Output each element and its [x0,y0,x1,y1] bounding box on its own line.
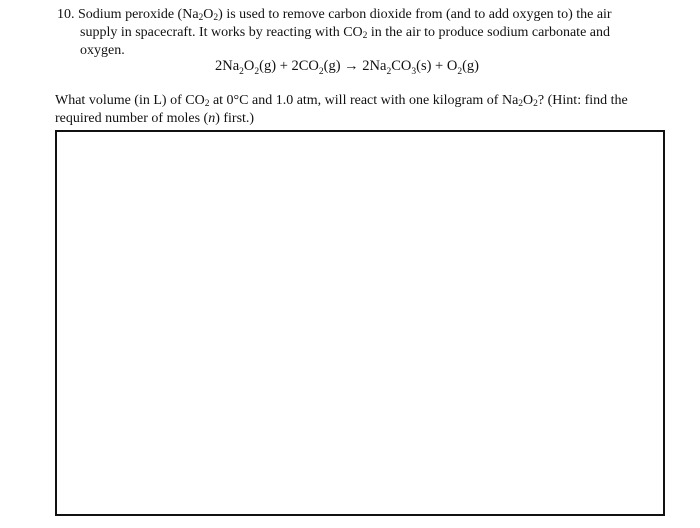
question-number: 10. [57,7,75,22]
prompt-text [55,92,665,128]
prompt-line-2: required number of moles (n) first.) [55,111,255,126]
prompt-line-1: What volume (in L) of $CO_2$ at 0°C and 1.0 atm, will react with one kilogram of $Na_2O_2$? (Hint: find the [55,93,628,109]
question-line-3: oxygen. [80,43,125,58]
question-line-1: 10. Sodium peroxide $(Na_2O_2)$ is used to remove carbon dioxide from (and to add oxygen to) the air [57,7,612,23]
answer-box[interactable] [55,130,665,516]
question-text [57,6,657,60]
question-line-2: supply in spacecraft. It works by reacting with $CO_2$ in the air to produce sodium carbonate and [80,25,610,41]
chemical-equation: $2Na_2O_2(g) + 2CO_2(g) \to 2Na_2CO_3(s) + O_2(g)$ [215,58,479,77]
